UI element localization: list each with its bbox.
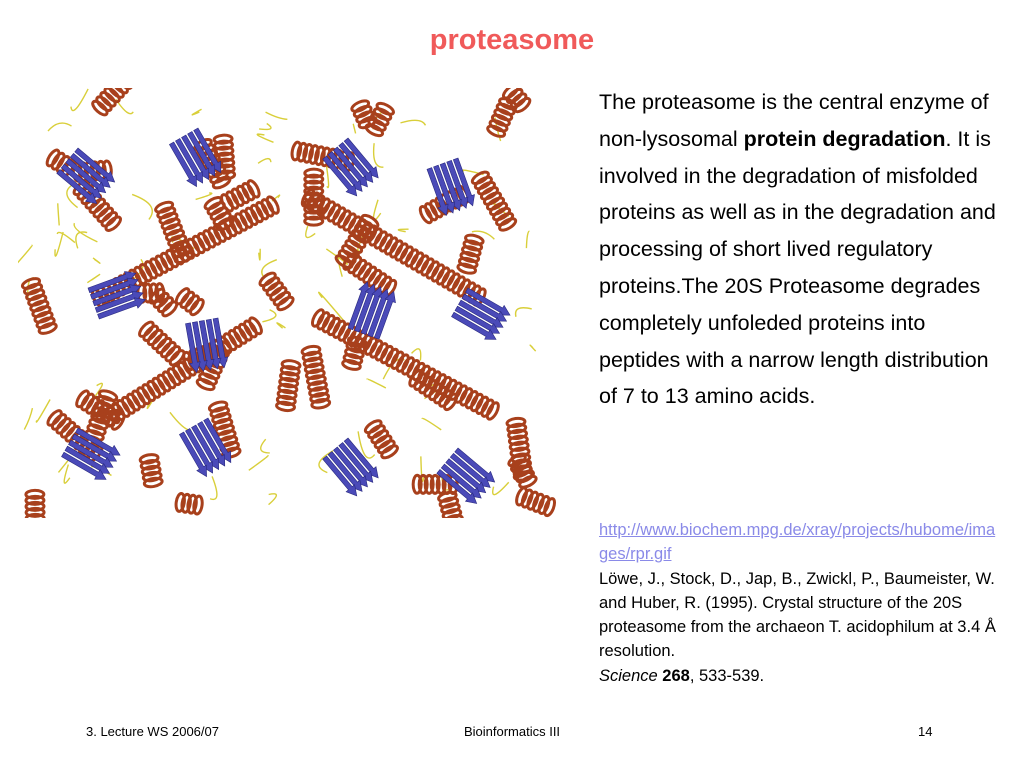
footer-page-number: 14 [918, 724, 933, 739]
reference-block [599, 518, 1004, 688]
citation-journal: Science [599, 666, 658, 685]
description-text-2: . It is involved in the degradation of misfolded proteins as well as in the degradation and processing of short lived regulatory proteins.The 20S Proteasome degrades completely unfoleded proteins into peptides with a narrow length distribution of 7 to 13 amino acids. [599, 126, 996, 409]
citation-volume: 268 [662, 666, 690, 685]
footer-lecture: 3. Lecture WS 2006/07 [86, 724, 219, 739]
slide-title: proteasome [429, 24, 595, 56]
citation-pages: , 533-539. [689, 666, 765, 685]
description-paragraph [599, 84, 1004, 415]
proteasome-structure-image [18, 88, 563, 518]
footer-course: Bioinformatics III [463, 724, 561, 739]
image-source-link[interactable]: http://www.biochem.mpg.de/xray/projects/hubome/images/rpr.gif [599, 521, 996, 564]
citation-text: Löwe, J., Stock, D., Jap, B., Zwickl, P., Baumeister, W. and Huber, R. (1995). Crystal structure of the 20S proteasome from the archaeon T. acidophilum at 3.4 Å resolution. [599, 569, 996, 661]
description-bold-term: protein degradation [743, 126, 946, 151]
description-text-1: The proteasome is the central enzyme of non-lysosomal [599, 90, 989, 151]
